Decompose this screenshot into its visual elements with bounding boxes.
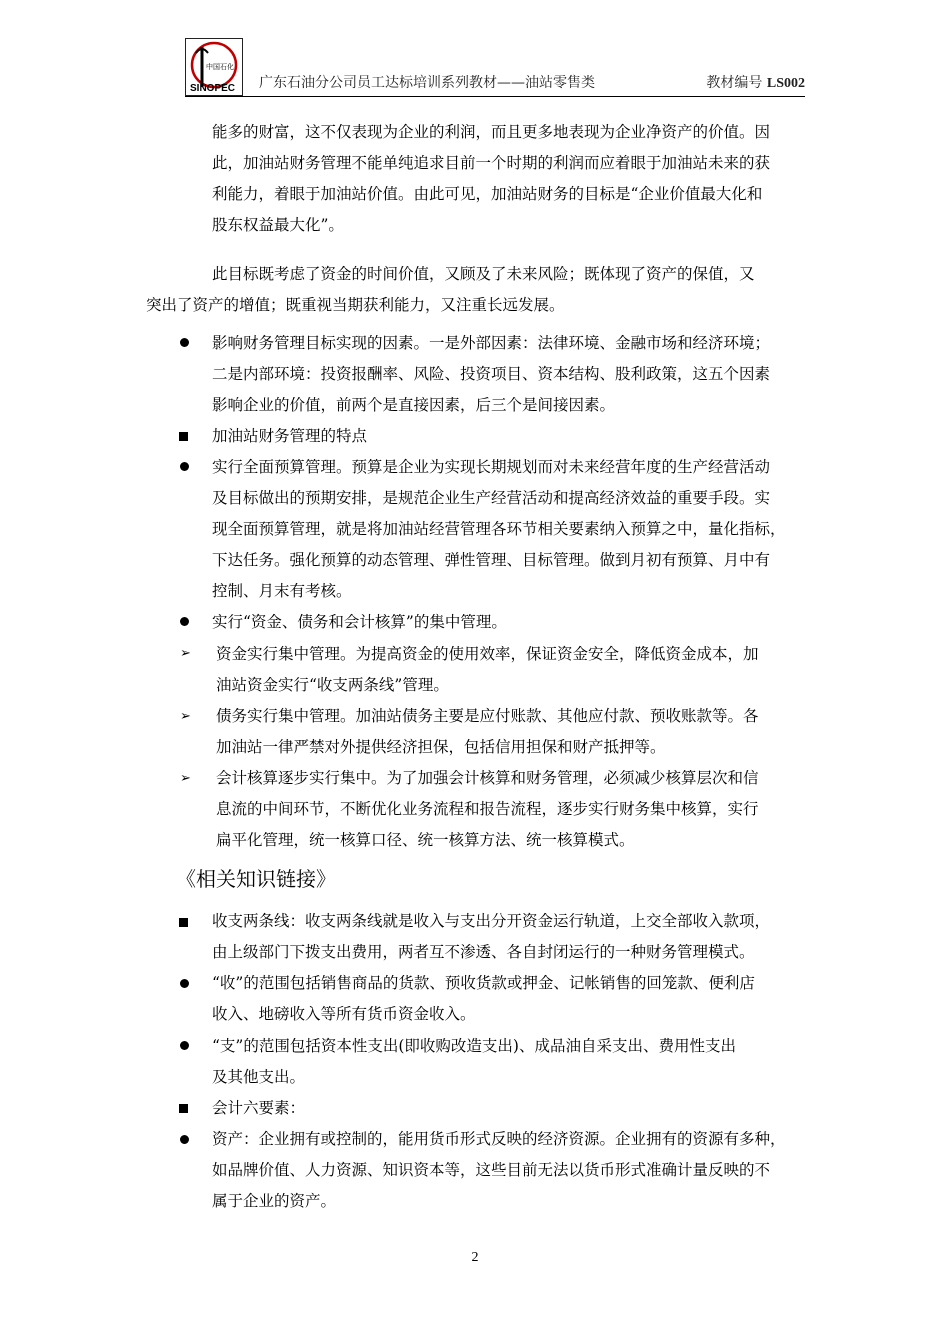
disc-bullet-icon xyxy=(180,1041,189,1050)
list-item-line: 控制、月末有考核。 xyxy=(212,582,352,600)
list-item-line: “支”的范围包括资本性支出(即收购改造支出)、成品油自采支出、费用性支出 xyxy=(212,1037,736,1055)
list-item-line: 会计六要素： xyxy=(212,1099,306,1117)
arrow-bullet-icon: ➢ xyxy=(180,709,191,724)
paragraph-line: 利能力，着眼于加油站价值。由此可见，加油站财务的目标是“企业价值最大化和 xyxy=(212,185,763,203)
arrow-bullet-icon: ➢ xyxy=(180,771,191,786)
page-header xyxy=(185,38,805,98)
document-code-value: LS002 xyxy=(766,76,805,91)
paragraph-line: 能多的财富，这不仅表现为企业的利润，而且更多地表现为企业净资产的价值。因 xyxy=(212,123,771,141)
list-item-line: “收”的范围包括销售商品的货款、预收货款或押金、记帐销售的回笼款、便利店 xyxy=(212,974,755,992)
list-item-line: 资金实行集中管理。为提高资金的使用效率，保证资金安全，降低资金成本，加 xyxy=(216,645,759,663)
list-item-line: 及目标做出的预期安排，是规范企业生产经营活动和提高经济效益的重要手段。实 xyxy=(212,489,771,507)
list-item-line: 二是内部环境：投资报酬率、风险、投资项目、资本结构、股利政策，这五个因素 xyxy=(212,365,771,383)
list-item-line: 实行全面预算管理。预算是企业为实现长期规划而对未来经营年度的生产经营活动 xyxy=(212,458,771,476)
document-series-title: 广东石油分公司员工达标培训系列教材——油站零售类 xyxy=(259,75,595,91)
list-item-line: 加油站财务管理的特点 xyxy=(212,427,368,445)
disc-bullet-icon xyxy=(180,979,189,988)
list-item-line: 下达任务。强化预算的动态管理、弹性管理、目标管理。做到月初有预算、月中有 xyxy=(212,551,771,569)
paragraph-line: 突出了资产的增值；既重视当期获利能力，又注重长远发展。 xyxy=(146,296,565,314)
list-item-line: 及其他支出。 xyxy=(212,1068,306,1086)
square-bullet-icon xyxy=(179,918,188,927)
list-item-line: 资产：企业拥有或控制的，能用货币形式反映的经济资源。企业拥有的资源有多种， xyxy=(212,1130,786,1148)
document-code xyxy=(706,72,805,92)
list-item-line: 由上级部门下拨支出费用，两者互不渗透、各自封闭运行的一种财务管理模式。 xyxy=(212,943,755,961)
section-title: 《相关知识链接》 xyxy=(176,867,336,891)
list-item-line: 会计核算逐步实行集中。为了加强会计核算和财务管理，必须减少核算层次和信 xyxy=(216,769,759,787)
list-item-line: 属于企业的资产。 xyxy=(212,1192,337,1210)
sinopec-logo xyxy=(185,38,243,96)
square-bullet-icon xyxy=(179,432,188,441)
list-item-line: 加油站一律严禁对外提供经济担保，包括信用担保和财产抵押等。 xyxy=(216,738,666,756)
arrow-bullet-icon: ➢ xyxy=(180,646,191,661)
disc-bullet-icon xyxy=(180,1135,189,1144)
list-item-line: 实行“资金、债务和会计核算”的集中管理。 xyxy=(212,613,507,631)
list-item-line: 扁平化管理，统一核算口径、统一核算方法、统一核算模式。 xyxy=(216,831,635,849)
header-divider xyxy=(185,96,805,97)
list-item-line: 影响企业的价值，前两个是直接因素，后三个是间接因素。 xyxy=(212,396,616,414)
paragraph-line: 此，加油站财务管理不能单纯追求目前一个时期的利润而应着眼于加油站未来的获 xyxy=(212,154,771,172)
page-number: 2 xyxy=(471,1250,479,1265)
list-item-line: 影响财务管理目标实现的因素。一是外部因素：法律环境、金融市场和经济环境； xyxy=(212,334,771,352)
svg-text:中国石化: 中国石化 xyxy=(206,63,234,71)
svg-text:SINOPEC: SINOPEC xyxy=(190,83,236,94)
list-item-line: 债务实行集中管理。加油站债务主要是应付账款、其他应付款、预收账款等。各 xyxy=(216,707,759,725)
document-code-label: 教材编号 xyxy=(706,75,763,91)
square-bullet-icon xyxy=(179,1104,188,1113)
disc-bullet-icon xyxy=(180,617,189,626)
paragraph-line: 此目标既考虑了资金的时间价值，又顾及了未来风险；既体现了资产的保值，又 xyxy=(212,265,755,283)
list-item-line: 油站资金实行“收支两条线”管理。 xyxy=(216,676,449,694)
list-item-line: 收入、地磅收入等所有货币资金收入。 xyxy=(212,1005,476,1023)
list-item-line: 现全面预算管理，就是将加油站经营管理各环节相关要素纳入预算之中，量化指标， xyxy=(212,520,786,538)
disc-bullet-icon xyxy=(180,338,189,347)
paragraph-line: 股东权益最大化”。 xyxy=(212,216,344,234)
list-item-line: 收支两条线：收支两条线就是收入与支出分开资金运行轨道，上交全部收入款项， xyxy=(212,912,771,930)
list-item-line: 息流的中间环节，不断优化业务流程和报告流程，逐步实行财务集中核算，实行 xyxy=(216,800,759,818)
list-item-line: 如品牌价值、人力资源、知识资本等，这些目前无法以货币形式准确计量反映的不 xyxy=(212,1161,771,1179)
disc-bullet-icon xyxy=(180,462,189,471)
